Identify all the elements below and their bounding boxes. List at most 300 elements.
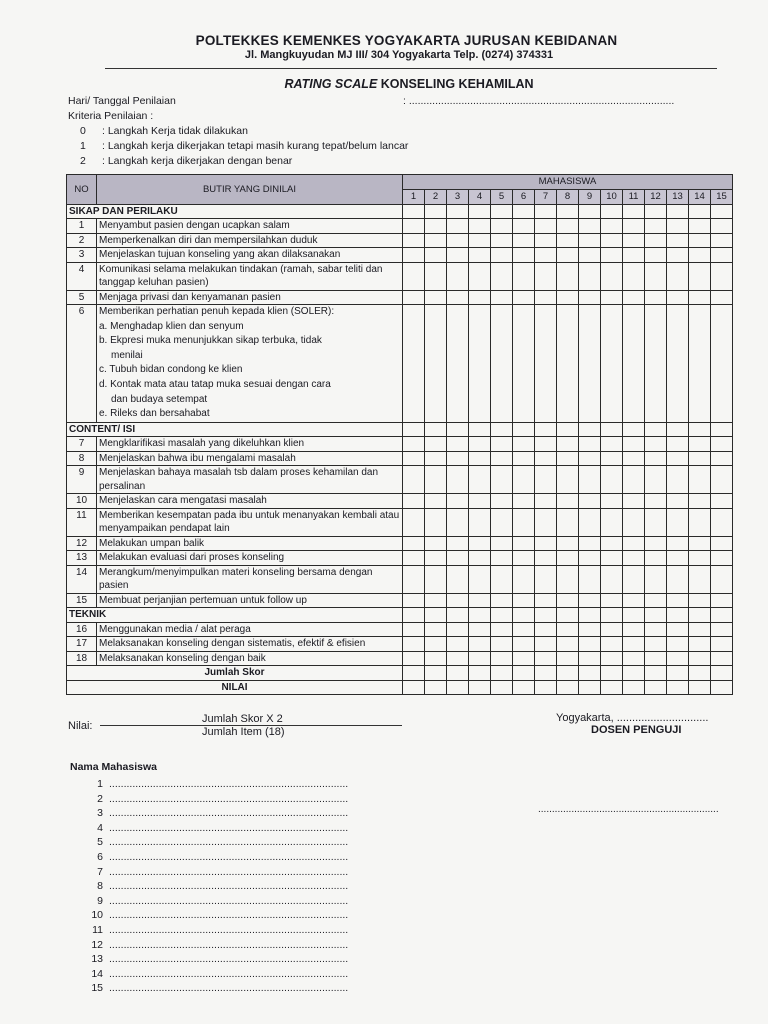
score-cell[interactable] [689, 494, 711, 509]
score-cell[interactable] [513, 290, 535, 305]
score-cell[interactable] [447, 262, 469, 290]
score-cell[interactable] [601, 622, 623, 637]
score-cell[interactable] [469, 608, 491, 623]
score-cell[interactable] [447, 437, 469, 452]
score-cell[interactable] [667, 536, 689, 551]
score-cell[interactable] [491, 622, 513, 637]
score-cell[interactable] [689, 565, 711, 593]
score-cell[interactable] [601, 565, 623, 593]
score-cell[interactable] [645, 262, 667, 290]
score-cell[interactable] [513, 204, 535, 219]
score-cell[interactable] [469, 262, 491, 290]
score-cell[interactable] [579, 305, 601, 423]
score-cell[interactable] [447, 651, 469, 666]
score-cell[interactable] [425, 637, 447, 652]
score-cell[interactable] [535, 466, 557, 494]
score-cell[interactable] [425, 608, 447, 623]
score-cell[interactable] [645, 305, 667, 423]
score-cell[interactable] [711, 565, 733, 593]
score-cell[interactable] [403, 437, 425, 452]
score-cell[interactable] [667, 551, 689, 566]
score-cell[interactable] [491, 680, 513, 695]
score-cell[interactable] [535, 204, 557, 219]
score-cell[interactable] [469, 451, 491, 466]
score-cell[interactable] [667, 666, 689, 681]
score-cell[interactable] [667, 422, 689, 437]
score-cell[interactable] [579, 565, 601, 593]
score-cell[interactable] [579, 608, 601, 623]
score-cell[interactable] [447, 536, 469, 551]
score-cell[interactable] [711, 508, 733, 536]
score-cell[interactable] [469, 680, 491, 695]
score-cell[interactable] [403, 422, 425, 437]
score-cell[interactable] [601, 551, 623, 566]
score-cell[interactable] [667, 622, 689, 637]
score-cell[interactable] [425, 593, 447, 608]
score-cell[interactable] [689, 219, 711, 234]
score-cell[interactable] [447, 233, 469, 248]
score-cell[interactable] [535, 508, 557, 536]
score-cell[interactable] [447, 622, 469, 637]
signature-place-date[interactable]: Yogyakarta, .............................. [556, 712, 709, 724]
score-cell[interactable] [513, 551, 535, 566]
score-cell[interactable] [425, 508, 447, 536]
score-cell[interactable] [645, 422, 667, 437]
score-cell[interactable] [557, 290, 579, 305]
score-cell[interactable] [491, 451, 513, 466]
score-cell[interactable] [623, 593, 645, 608]
score-cell[interactable] [469, 305, 491, 423]
score-cell[interactable] [601, 494, 623, 509]
score-cell[interactable] [579, 593, 601, 608]
score-cell[interactable] [469, 494, 491, 509]
score-cell[interactable] [623, 651, 645, 666]
score-cell[interactable] [667, 466, 689, 494]
score-cell[interactable] [601, 536, 623, 551]
score-cell[interactable] [689, 437, 711, 452]
score-cell[interactable] [557, 494, 579, 509]
score-cell[interactable] [469, 466, 491, 494]
score-cell[interactable] [689, 608, 711, 623]
score-cell[interactable] [491, 305, 513, 423]
score-cell[interactable] [557, 508, 579, 536]
score-cell[interactable] [403, 593, 425, 608]
score-cell[interactable] [513, 622, 535, 637]
score-cell[interactable] [645, 290, 667, 305]
score-cell[interactable] [711, 204, 733, 219]
score-cell[interactable] [689, 651, 711, 666]
score-cell[interactable] [491, 248, 513, 263]
score-cell[interactable] [601, 437, 623, 452]
score-cell[interactable] [425, 551, 447, 566]
score-cell[interactable] [711, 290, 733, 305]
score-cell[interactable] [579, 290, 601, 305]
student-name-field[interactable]: .................................................................................. [109, 967, 349, 980]
score-cell[interactable] [689, 305, 711, 423]
score-cell[interactable] [623, 551, 645, 566]
score-cell[interactable] [557, 680, 579, 695]
score-cell[interactable] [557, 622, 579, 637]
student-name-field[interactable]: .................................................................................. [109, 865, 349, 878]
score-cell[interactable] [601, 451, 623, 466]
score-cell[interactable] [689, 622, 711, 637]
score-cell[interactable] [645, 508, 667, 536]
score-cell[interactable] [557, 608, 579, 623]
score-cell[interactable] [601, 637, 623, 652]
score-cell[interactable] [513, 608, 535, 623]
score-cell[interactable] [579, 233, 601, 248]
score-cell[interactable] [403, 622, 425, 637]
student-name-field[interactable]: .................................................................................. [109, 778, 349, 790]
score-cell[interactable] [469, 565, 491, 593]
score-cell[interactable] [645, 494, 667, 509]
score-cell[interactable] [447, 305, 469, 423]
score-cell[interactable] [557, 204, 579, 219]
score-cell[interactable] [557, 248, 579, 263]
score-cell[interactable] [645, 551, 667, 566]
score-cell[interactable] [711, 651, 733, 666]
score-cell[interactable] [667, 248, 689, 263]
score-cell[interactable] [425, 219, 447, 234]
score-cell[interactable] [601, 204, 623, 219]
score-cell[interactable] [469, 508, 491, 536]
student-name-field[interactable]: .................................................................................. [109, 850, 349, 863]
score-cell[interactable] [645, 622, 667, 637]
score-cell[interactable] [689, 204, 711, 219]
score-cell[interactable] [535, 219, 557, 234]
score-cell[interactable] [403, 219, 425, 234]
score-cell[interactable] [645, 233, 667, 248]
score-cell[interactable] [689, 680, 711, 695]
student-name-field[interactable]: .................................................................................. [109, 836, 349, 849]
score-cell[interactable] [579, 494, 601, 509]
score-cell[interactable] [645, 451, 667, 466]
score-cell[interactable] [513, 666, 535, 681]
score-cell[interactable] [491, 637, 513, 652]
score-cell[interactable] [425, 248, 447, 263]
score-cell[interactable] [689, 508, 711, 536]
score-cell[interactable] [557, 536, 579, 551]
score-cell[interactable] [491, 536, 513, 551]
score-cell[interactable] [579, 637, 601, 652]
score-cell[interactable] [557, 233, 579, 248]
score-cell[interactable] [623, 565, 645, 593]
score-cell[interactable] [425, 622, 447, 637]
score-cell[interactable] [689, 551, 711, 566]
score-cell[interactable] [403, 551, 425, 566]
score-cell[interactable] [711, 262, 733, 290]
student-name-field[interactable]: .................................................................................. [109, 923, 349, 936]
score-cell[interactable] [645, 565, 667, 593]
score-cell[interactable] [601, 466, 623, 494]
score-cell[interactable] [601, 593, 623, 608]
score-cell[interactable] [513, 437, 535, 452]
score-cell[interactable] [403, 262, 425, 290]
score-cell[interactable] [491, 494, 513, 509]
score-cell[interactable] [601, 248, 623, 263]
score-cell[interactable] [469, 651, 491, 666]
score-cell[interactable] [469, 637, 491, 652]
score-cell[interactable] [667, 680, 689, 695]
score-cell[interactable] [469, 551, 491, 566]
score-cell[interactable] [535, 494, 557, 509]
score-cell[interactable] [425, 262, 447, 290]
score-cell[interactable] [711, 451, 733, 466]
score-cell[interactable] [425, 494, 447, 509]
score-cell[interactable] [711, 437, 733, 452]
student-name-field[interactable]: .................................................................................. [109, 909, 349, 922]
score-cell[interactable] [557, 565, 579, 593]
score-cell[interactable] [645, 666, 667, 681]
score-cell[interactable] [623, 422, 645, 437]
score-cell[interactable] [513, 536, 535, 551]
student-name-field[interactable]: .................................................................................. [109, 982, 349, 995]
score-cell[interactable] [623, 637, 645, 652]
score-cell[interactable] [447, 204, 469, 219]
score-cell[interactable] [491, 466, 513, 494]
score-cell[interactable] [491, 233, 513, 248]
score-cell[interactable] [425, 451, 447, 466]
score-cell[interactable] [645, 219, 667, 234]
score-cell[interactable] [469, 593, 491, 608]
score-cell[interactable] [403, 608, 425, 623]
score-cell[interactable] [513, 262, 535, 290]
score-cell[interactable] [579, 651, 601, 666]
score-cell[interactable] [513, 248, 535, 263]
score-cell[interactable] [403, 536, 425, 551]
score-cell[interactable] [447, 666, 469, 681]
score-cell[interactable] [513, 565, 535, 593]
score-cell[interactable] [535, 666, 557, 681]
score-cell[interactable] [711, 536, 733, 551]
score-cell[interactable] [645, 637, 667, 652]
score-cell[interactable] [425, 305, 447, 423]
score-cell[interactable] [601, 608, 623, 623]
score-cell[interactable] [535, 637, 557, 652]
score-cell[interactable] [667, 451, 689, 466]
score-cell[interactable] [623, 680, 645, 695]
score-cell[interactable] [689, 466, 711, 494]
score-cell[interactable] [513, 422, 535, 437]
score-cell[interactable] [579, 248, 601, 263]
score-cell[interactable] [711, 494, 733, 509]
score-cell[interactable] [711, 248, 733, 263]
score-cell[interactable] [667, 508, 689, 536]
score-cell[interactable] [667, 262, 689, 290]
score-cell[interactable] [469, 536, 491, 551]
score-cell[interactable] [513, 680, 535, 695]
score-cell[interactable] [579, 204, 601, 219]
student-name-field[interactable]: .................................................................................. [109, 894, 349, 907]
score-cell[interactable] [447, 248, 469, 263]
score-cell[interactable] [491, 290, 513, 305]
score-cell[interactable] [469, 437, 491, 452]
score-cell[interactable] [403, 204, 425, 219]
score-cell[interactable] [557, 422, 579, 437]
score-cell[interactable] [491, 608, 513, 623]
score-cell[interactable] [645, 536, 667, 551]
score-cell[interactable] [447, 219, 469, 234]
score-cell[interactable] [623, 262, 645, 290]
score-cell[interactable] [623, 204, 645, 219]
score-cell[interactable] [513, 508, 535, 536]
score-cell[interactable] [491, 262, 513, 290]
score-cell[interactable] [645, 466, 667, 494]
score-cell[interactable] [403, 466, 425, 494]
score-cell[interactable] [601, 422, 623, 437]
score-cell[interactable] [667, 219, 689, 234]
score-cell[interactable] [623, 536, 645, 551]
score-cell[interactable] [447, 466, 469, 494]
score-cell[interactable] [535, 248, 557, 263]
score-cell[interactable] [469, 233, 491, 248]
score-cell[interactable] [601, 651, 623, 666]
score-cell[interactable] [579, 219, 601, 234]
score-cell[interactable] [623, 666, 645, 681]
score-cell[interactable] [645, 651, 667, 666]
score-cell[interactable] [447, 494, 469, 509]
score-cell[interactable] [579, 466, 601, 494]
score-cell[interactable] [557, 466, 579, 494]
score-cell[interactable] [557, 451, 579, 466]
score-cell[interactable] [601, 305, 623, 423]
score-cell[interactable] [667, 608, 689, 623]
score-cell[interactable] [667, 565, 689, 593]
score-cell[interactable] [447, 680, 469, 695]
score-cell[interactable] [601, 666, 623, 681]
score-cell[interactable] [469, 204, 491, 219]
score-cell[interactable] [403, 565, 425, 593]
score-cell[interactable] [557, 593, 579, 608]
score-cell[interactable] [557, 651, 579, 666]
score-cell[interactable] [425, 565, 447, 593]
score-cell[interactable] [579, 680, 601, 695]
score-cell[interactable] [579, 666, 601, 681]
score-cell[interactable] [403, 637, 425, 652]
score-cell[interactable] [513, 233, 535, 248]
student-name-field[interactable]: .................................................................................. [109, 821, 349, 834]
score-cell[interactable] [403, 248, 425, 263]
score-cell[interactable] [425, 422, 447, 437]
score-cell[interactable] [711, 551, 733, 566]
score-cell[interactable] [535, 437, 557, 452]
score-cell[interactable] [623, 233, 645, 248]
score-cell[interactable] [425, 290, 447, 305]
score-cell[interactable] [491, 551, 513, 566]
score-cell[interactable] [403, 680, 425, 695]
score-cell[interactable] [623, 305, 645, 423]
score-cell[interactable] [667, 494, 689, 509]
score-cell[interactable] [623, 622, 645, 637]
score-cell[interactable] [667, 204, 689, 219]
score-cell[interactable] [645, 680, 667, 695]
score-cell[interactable] [689, 422, 711, 437]
score-cell[interactable] [667, 437, 689, 452]
score-cell[interactable] [491, 422, 513, 437]
score-cell[interactable] [667, 593, 689, 608]
score-cell[interactable] [689, 666, 711, 681]
score-cell[interactable] [579, 451, 601, 466]
score-cell[interactable] [403, 233, 425, 248]
score-cell[interactable] [711, 233, 733, 248]
score-cell[interactable] [513, 466, 535, 494]
score-cell[interactable] [711, 422, 733, 437]
score-cell[interactable] [645, 593, 667, 608]
score-cell[interactable] [535, 536, 557, 551]
score-cell[interactable] [535, 233, 557, 248]
score-cell[interactable] [469, 290, 491, 305]
score-cell[interactable] [557, 262, 579, 290]
score-cell[interactable] [535, 565, 557, 593]
score-cell[interactable] [513, 637, 535, 652]
score-cell[interactable] [469, 422, 491, 437]
score-cell[interactable] [579, 622, 601, 637]
score-cell[interactable] [535, 680, 557, 695]
score-cell[interactable] [601, 262, 623, 290]
score-cell[interactable] [425, 466, 447, 494]
score-cell[interactable] [623, 494, 645, 509]
score-cell[interactable] [579, 437, 601, 452]
score-cell[interactable] [579, 422, 601, 437]
score-cell[interactable] [667, 651, 689, 666]
score-cell[interactable] [425, 233, 447, 248]
score-cell[interactable] [425, 437, 447, 452]
score-cell[interactable] [403, 290, 425, 305]
score-cell[interactable] [535, 622, 557, 637]
score-cell[interactable] [557, 551, 579, 566]
score-cell[interactable] [535, 422, 557, 437]
score-cell[interactable] [601, 680, 623, 695]
score-cell[interactable] [711, 608, 733, 623]
score-cell[interactable] [689, 290, 711, 305]
score-cell[interactable] [447, 593, 469, 608]
score-cell[interactable] [623, 451, 645, 466]
score-cell[interactable] [711, 666, 733, 681]
score-cell[interactable] [645, 437, 667, 452]
score-cell[interactable] [535, 305, 557, 423]
score-cell[interactable] [711, 593, 733, 608]
score-cell[interactable] [667, 290, 689, 305]
score-cell[interactable] [557, 305, 579, 423]
score-cell[interactable] [403, 494, 425, 509]
score-cell[interactable] [491, 204, 513, 219]
score-cell[interactable] [535, 451, 557, 466]
score-cell[interactable] [513, 593, 535, 608]
score-cell[interactable] [513, 305, 535, 423]
score-cell[interactable] [689, 593, 711, 608]
score-cell[interactable] [711, 305, 733, 423]
score-cell[interactable] [623, 290, 645, 305]
score-cell[interactable] [447, 551, 469, 566]
score-cell[interactable] [469, 248, 491, 263]
score-cell[interactable] [447, 508, 469, 536]
score-cell[interactable] [557, 437, 579, 452]
score-cell[interactable] [601, 219, 623, 234]
score-cell[interactable] [711, 680, 733, 695]
score-cell[interactable] [711, 637, 733, 652]
score-cell[interactable] [535, 651, 557, 666]
score-cell[interactable] [579, 536, 601, 551]
score-cell[interactable] [447, 451, 469, 466]
score-cell[interactable] [469, 666, 491, 681]
score-cell[interactable] [667, 637, 689, 652]
score-cell[interactable] [601, 508, 623, 536]
date-field[interactable]: : ........................................................................................... [403, 95, 675, 107]
score-cell[interactable] [535, 551, 557, 566]
score-cell[interactable] [623, 219, 645, 234]
score-cell[interactable] [469, 622, 491, 637]
score-cell[interactable] [711, 219, 733, 234]
